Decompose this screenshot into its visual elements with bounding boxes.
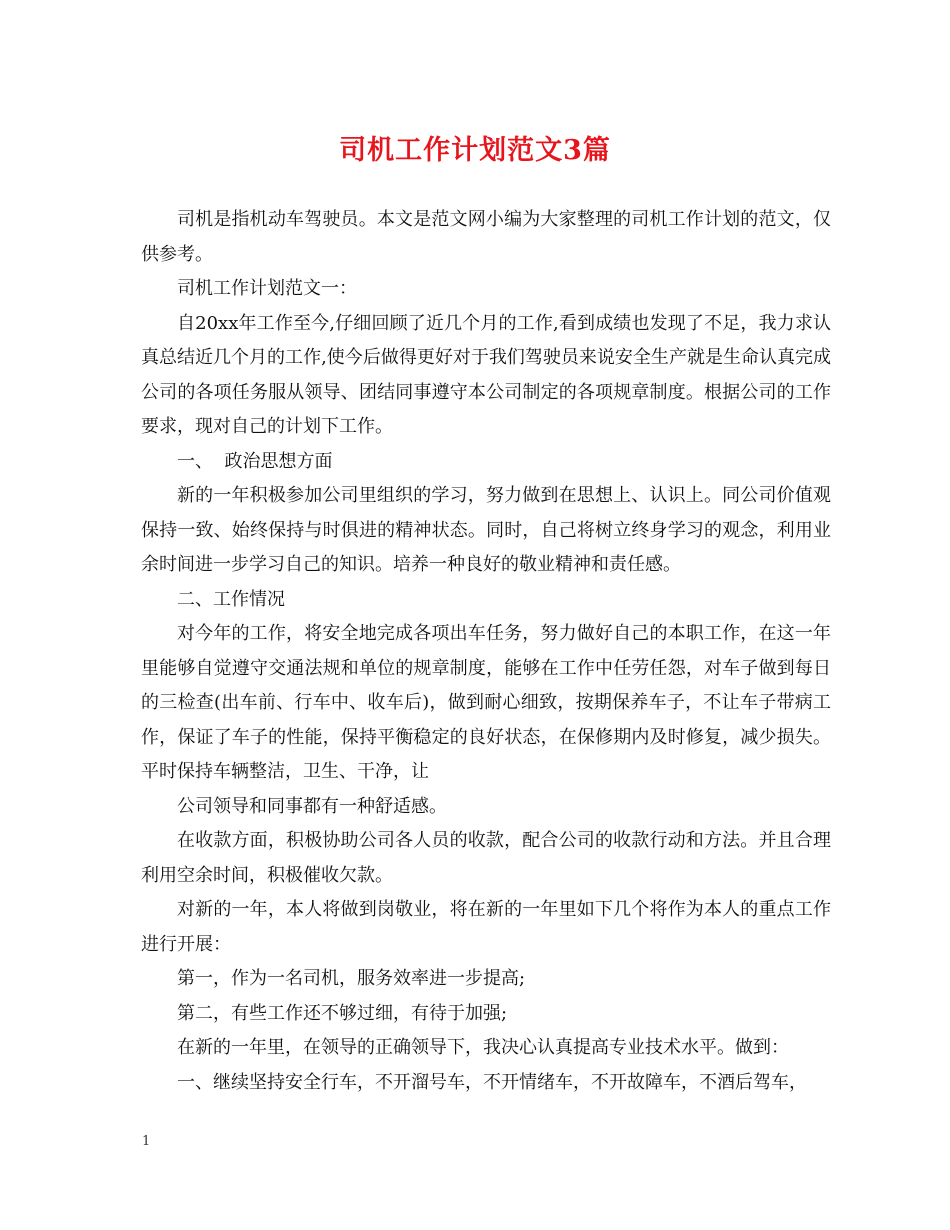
paragraph-work: 对今年的工作，将安全地完成各项出车任务，努力做好自己的本职工作，在这一年里能够自觉遵守交通法规和单位的规章制度，能够在工作中任劳任怨，对车子做到每日的三检查(出车前、行车中、收车后)，做到耐心细致，按期保养车子，不让车子带病工作，保证了车子的性能，保持平衡稳定的良好状态，在保修期内及时修复，减少损失。平时保持车辆整洁，卫生、干净，让 — [141, 623, 831, 782]
paragraph-politics: 新的一年积极参加公司里组织的学习，努力做到在思想上、认识上。同公司价值观保持一致、始终保持与时俱进的精神状态。同时，自己将树立终身学习的观念，利用业余时间进一步学习自己的知识。培养一种良好的敬业精神和责任感。 — [141, 485, 831, 575]
paragraph-heading-work: 二、工作情况 — [177, 588, 285, 610]
document-body — [141, 203, 831, 1100]
paragraph-review: 自20xx年工作至今,仔细回顾了近几个月的工作,看到成绩也发现了不足，我力求认真总结近几个月的工作,使今后做得更好对于我们驾驶员来说安全生产就是生命认真完成公司的各项任务服从领导、团结同事遵守本公司制定的各项规章制度。根据公司的工作要求，现对自己的计划下工作。 — [141, 312, 831, 437]
document-title: 司机工作计划范文3篇 — [339, 135, 611, 166]
page-number: 1 — [142, 1134, 151, 1149]
paragraph-section-heading: 司机工作计划范文一： — [177, 278, 357, 299]
paragraph-comfort: 公司领导和同事都有一种舒适感。 — [177, 795, 447, 817]
paragraph-second: 第二，有些工作还不够过细，有待于加强; — [177, 1002, 508, 1024]
paragraph-collection: 在收款方面，积极协助公司各人员的收款，配合公司的收款行动和方法。并且合理利用空余时间，积极催收欠款。 — [141, 830, 831, 886]
paragraph-first: 第一，作为一名司机，服务效率进一步提高; — [177, 968, 526, 989]
paragraph-new-year: 对新的一年，本人将做到岗敬业，将在新的一年里如下几个将作为本人的重点工作进行开展： — [141, 899, 831, 955]
paragraph-heading-politics: 一、 政治思想方面 — [177, 450, 333, 472]
paragraph-goal: 在新的一年里，在领导的正确领导下，我决心认真提高专业技术水平。做到： — [177, 1037, 789, 1058]
paragraph-safety: 一、继续坚持安全行车，不开溜号车，不开情绪车，不开故障车，不酒后驾车， — [177, 1071, 807, 1093]
paragraph-intro: 司机是指机动车驾驶员。本文是范文网小编为大家整理的司机工作计划的范文，仅供参考。 — [141, 209, 831, 265]
